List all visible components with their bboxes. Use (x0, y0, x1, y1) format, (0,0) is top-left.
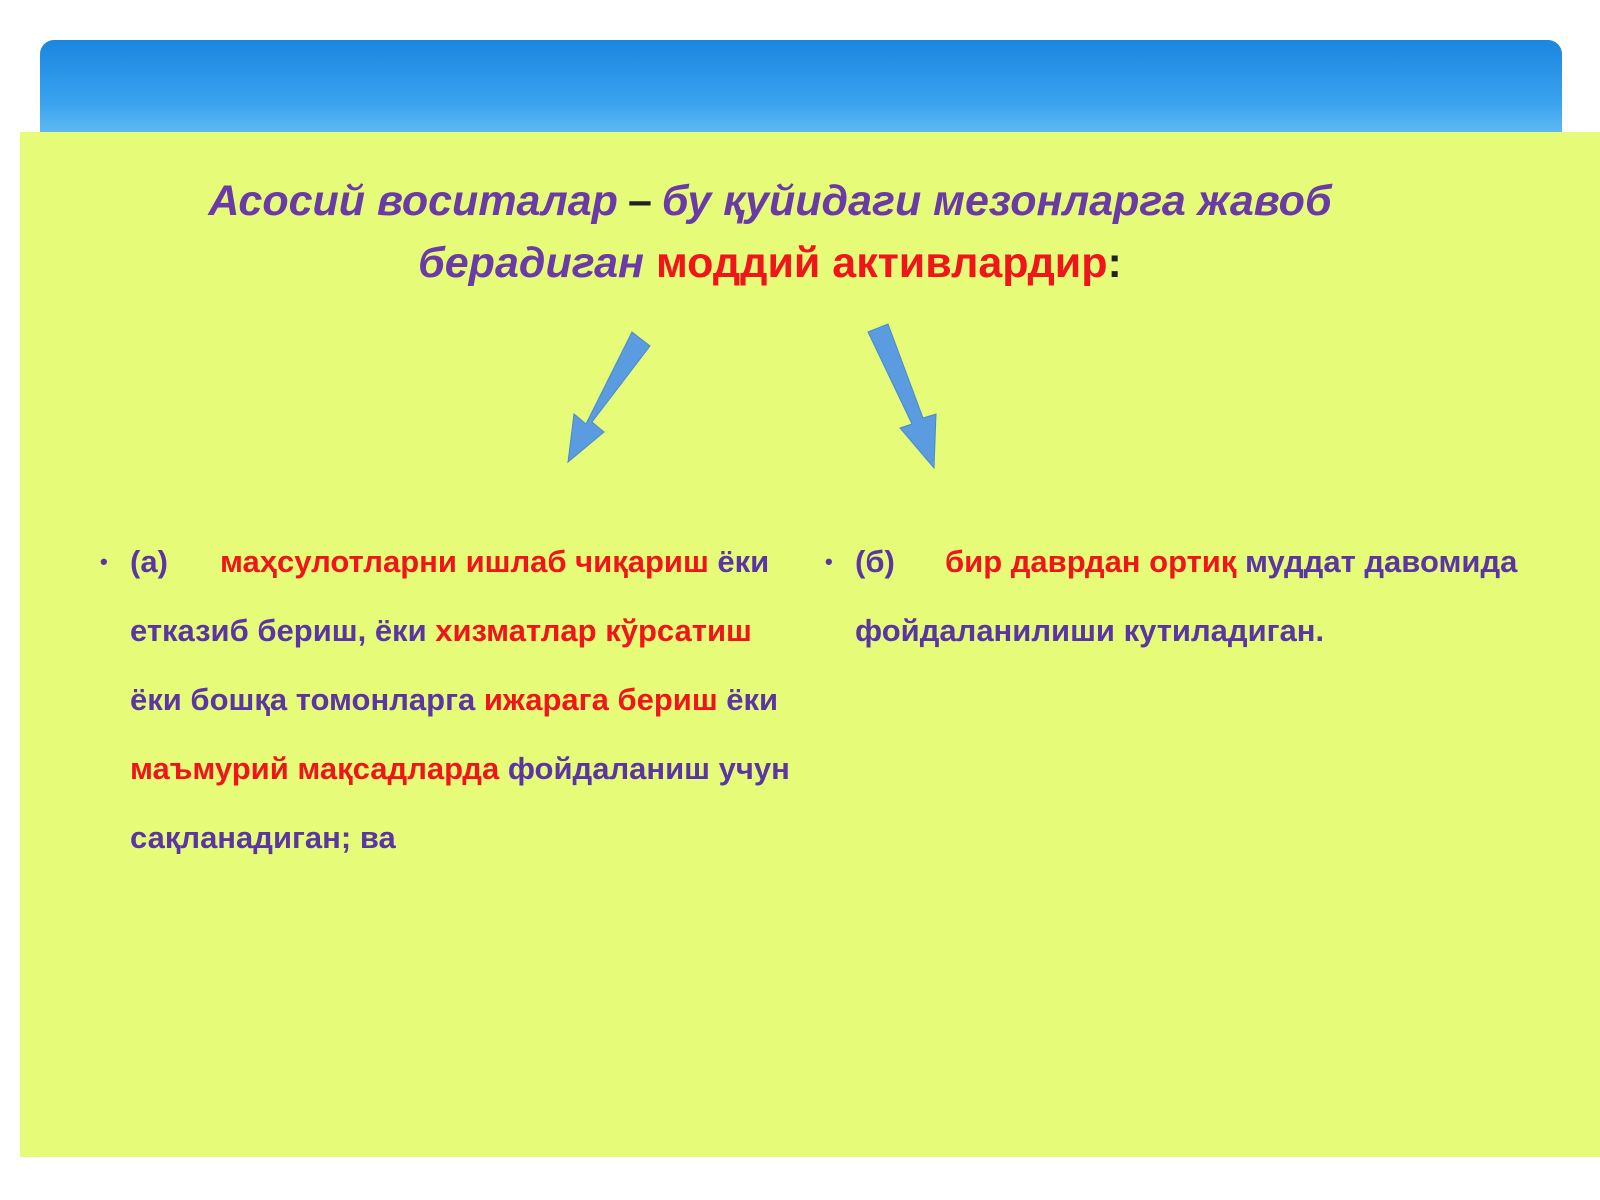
title-definition-middle: берадиган (418, 239, 644, 287)
arrow-down-right-icon (868, 324, 936, 468)
title-term: Асосий воситалар (208, 177, 618, 225)
criterion-b-seg-0: бир даврдан ортиқ (945, 544, 1237, 579)
criterion-a-seg-0: маҳсулотларни ишлаб чиқариш (220, 544, 709, 579)
criterion-a-seg-6: маъмурий мақсадларда (130, 751, 500, 786)
title-highlight: моддий активлардир (655, 239, 1108, 287)
criterion-a-seg-4: ижарага бериш (483, 682, 718, 717)
arrow-down-left-icon (568, 332, 650, 462)
criterion-b-seg-1: муддат давомида фойдаланилиши кутиладиган. (855, 544, 1518, 648)
title-dash: – (627, 177, 652, 225)
criterion-a-tag: (а) (130, 544, 168, 579)
criterion-b-tag: (б) (855, 544, 895, 579)
criterion-a-seg-3: ёки бошқа томонларга (130, 682, 484, 717)
criterion-b-text (855, 527, 1545, 665)
title-definition-start: бу қуйидаги мезонларга жавоб (661, 177, 1332, 225)
criterion-a-text (130, 527, 800, 872)
criterion-b (825, 527, 1545, 665)
slide-panel (20, 132, 1600, 1157)
bullet-a: • (100, 549, 108, 574)
criterion-a-seg-7: фойдаланиш учун сақланадиган; ва (130, 751, 790, 855)
title-colon: : (1107, 239, 1122, 287)
criterion-a-seg-1: ёки етказиб бериш, ёки (130, 544, 770, 648)
criterion-a-seg-2: хизматлар кўрсатиш (435, 613, 752, 648)
bullet-b: • (825, 549, 833, 574)
criterion-a-seg-5: ёки (717, 682, 779, 717)
criterion-a (100, 527, 800, 872)
